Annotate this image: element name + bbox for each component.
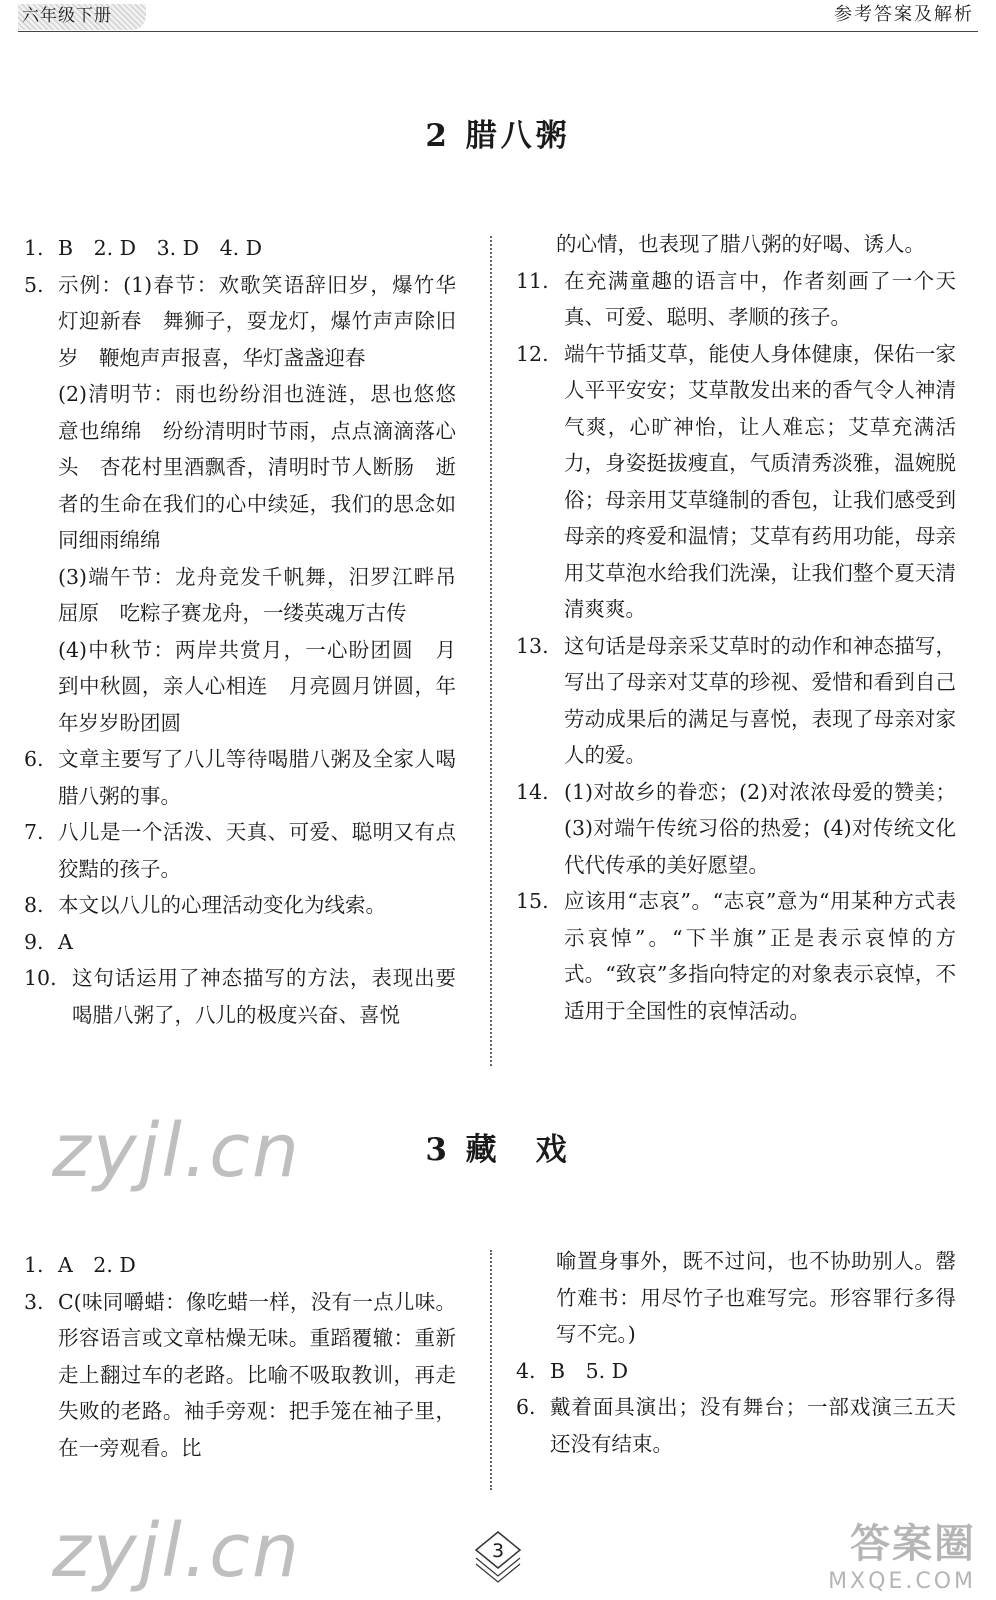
answer-text: (3)端午节：龙舟竞发千帆舞，汨罗江畔吊屈原 吃粽子赛龙舟，一缕英魂万古传 [58,564,456,625]
section-2-right-column [516,226,956,1029]
answer-item [24,376,456,559]
header-rule [18,31,978,32]
answer-item [516,1243,956,1353]
answer-item [24,559,456,632]
column-divider-2 [490,1250,492,1490]
answer-item [516,628,956,774]
answer-item [516,883,956,1029]
answer-text: (2)清明节：雨也纷纷泪也涟涟，思也悠悠意也绵绵 纷纷清明时节雨，点点滴滴落心头 杏花村里酒飘香，清明时节人断肠 逝者的生命在我们的心中续延，我们的思念如同细雨绵绵 [58,382,456,552]
answer-text: 这句话是母亲采艾草时的动作和神态描写，写出了母亲对艾草的珍视、爱惜和看到自己劳动成果后的满足与喜悦，表现了母亲对家人的爱。 [564,633,956,767]
page-number: 3 [491,1540,505,1562]
answer-item [24,814,456,887]
corner-watermark-title: 答案圈 [850,1521,976,1567]
answer-item [516,774,956,884]
answer-item [24,960,456,1033]
answer-item [24,887,456,924]
answer-text: 戴着面具演出；没有舞台；一部戏演三五天还没有结束。 [550,1395,956,1456]
answer-number: 1. [24,1253,44,1277]
answer-number: 8. [24,893,44,917]
answer-item [24,1284,456,1467]
answer-number: 5. [24,272,44,297]
answer-text: 这句话运用了神态描写的方法，表现出要喝腊八粥了，八儿的极度兴奋、喜悦 [72,966,456,1027]
answer-number: 3. [24,1289,44,1314]
section-3-title: 3 藏 戏 [425,1132,571,1168]
watermark-bottom: zyjl.cn [52,1508,301,1594]
answer-number [516,1243,556,1353]
answer-number: 15. [516,889,549,913]
answer-number [24,632,58,742]
answer-item [516,1389,956,1462]
answer-item [24,1247,456,1284]
answer-text: 端午节插艾草，能使人身体健康，保佑一家人平平安安；艾草散发出来的香气令人神清气爽，心旷神怡，让人难忘；艾草充满活力，身姿挺拔瘦直，气质清秀淡雅，温婉脱俗；母亲用艾草缝制的香包，让我们感受到母亲的疼爱和温情；艾草有药用功能，母亲用艾草泡水给我们洗澡，让我们整个夏天清清爽爽。 [564,341,956,621]
section-3-left-column [24,1247,456,1466]
answer-text: C(味同嚼蜡：像吃蜡一样，没有一点儿味。形容语言或文章枯燥无味。重蹈覆辙：重新走上翻过车的老路。比喻不吸取教训，再走失败的老路。袖手旁观：把手笼在袖子里，在一旁观看。比 [58,1289,456,1460]
answer-text: 在充满童趣的语言中，作者刻画了一个天真、可爱、聪明、孝顺的孩子。 [564,268,956,329]
section-2-left-column [24,230,456,1033]
answer-item [516,263,956,336]
answer-number: 12. [516,341,549,366]
answer-item [24,924,456,961]
answer-item [24,267,456,377]
answer-item [516,226,956,263]
answer-text: (4)中秋节：两岸共赏月，一心盼团圆 月到中秋圆，亲人心相连 月亮圆月饼圆，年年岁岁盼团圆 [58,637,456,735]
answer-item [24,230,456,267]
answer-number: 13. [516,633,549,658]
answer-number: 10. [24,966,57,990]
answer-text: 八儿是一个活泼、天真、可爱、聪明又有点狡黠的孩子。 [58,820,456,881]
answer-number: 9. [24,929,44,954]
section-3-right-column [516,1243,956,1462]
answer-number [516,226,556,263]
answer-item [24,632,456,742]
answer-item [24,741,456,814]
answer-number: 6. [516,1395,536,1419]
answer-number: 7. [24,820,44,844]
answer-number [24,376,58,559]
answer-number: 6. [24,747,44,771]
answer-number: 14. [516,779,549,804]
answer-number: 11. [516,268,549,293]
section-2-title: 2 腊八粥 [425,118,571,154]
answer-text: (1)对故乡的眷恋；(2)对浓浓母爱的赞美；(3)对端午传统习俗的热爱；(4)对传统文化代代传承的美好愿望。 [564,779,956,877]
answer-text: A 2. D [58,1253,136,1277]
answer-number: 1. [24,236,44,260]
answer-text: 本文以八儿的心理活动变化为线索。 [58,893,386,917]
answer-text: 应该用“志哀”。“志哀”意为“用某种方式表示哀悼”。“下半旗”正是表示哀悼的方式。“致哀”多指向特定的对象表示哀悼，不适用于全国性的哀悼活动。 [564,889,956,1023]
grade-label-text: 六年级下册 [22,6,112,26]
grade-label [18,4,146,30]
book-section-label: 参考答案及解析 [834,4,974,25]
answer-number [24,559,58,632]
page-number-badge [472,1526,524,1586]
answer-text: A [58,929,73,954]
corner-watermark [828,1512,976,1594]
answer-text: B 5. D [550,1358,629,1383]
answer-text: 的心情，也表现了腊八粥的好喝、诱人。 [556,232,925,256]
answer-text: 喻置身事外，既不过问，也不协助别人。罄竹难书：用尽竹子也难写完。形容罪行多得写不完。) [556,1249,956,1346]
answer-item [516,1353,956,1390]
answer-number: 4. [516,1358,536,1383]
answer-item [516,336,956,628]
column-divider [490,236,492,1066]
answer-text: 文章主要写了八儿等待喝腊八粥及全家人喝腊八粥的事。 [58,747,456,808]
answer-text: 示例：(1)春节：欢歌笑语辞旧岁，爆竹华灯迎新春 舞狮子，耍龙灯，爆竹声声除旧岁 鞭炮声声报喜，华灯盏盏迎春 [58,272,456,370]
answer-text: B 2. D 3. D 4. D [58,236,263,260]
corner-watermark-url: MXQE.COM [828,1569,976,1594]
watermark-top: zyjl.cn [52,1108,301,1194]
